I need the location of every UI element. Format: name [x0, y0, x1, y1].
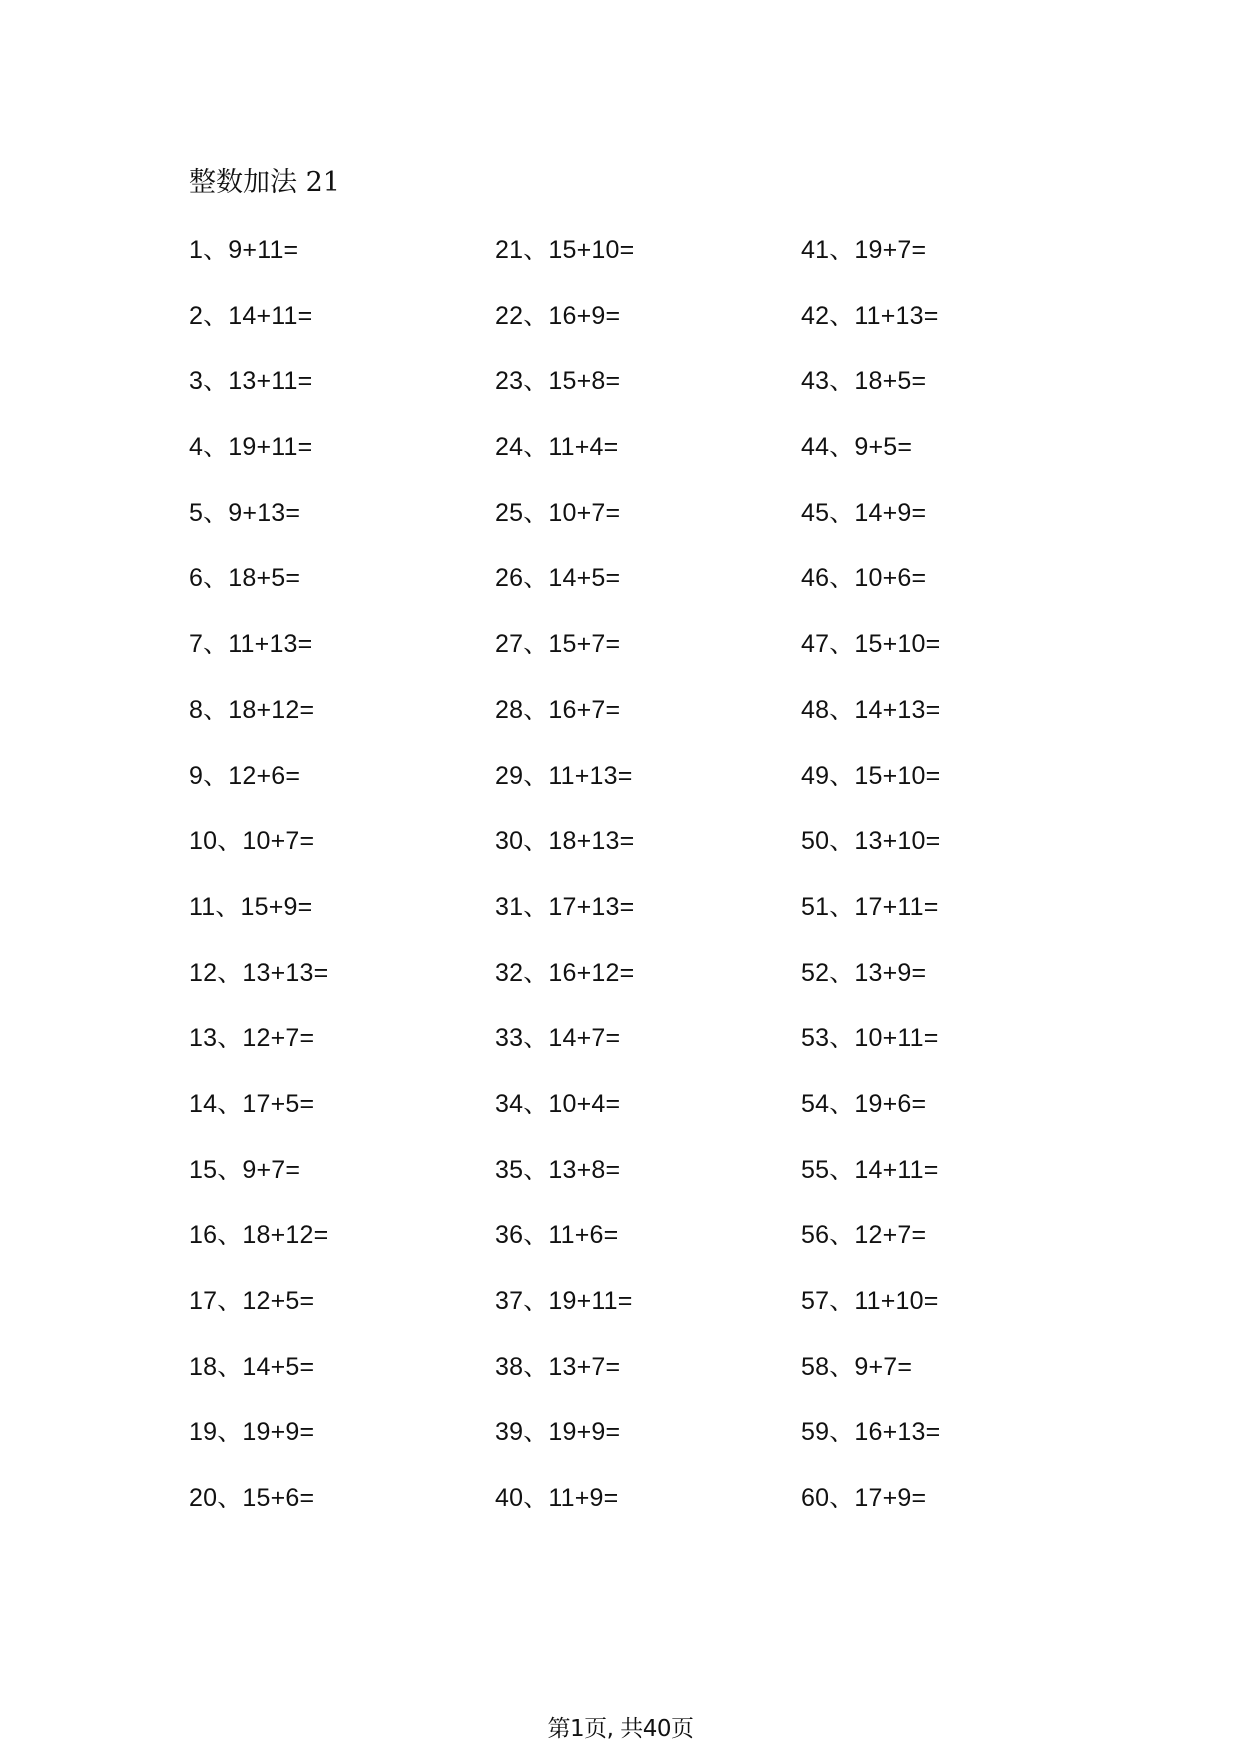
problem-item: 24、11+4=: [495, 433, 619, 462]
page-title: 整数加法 21: [189, 167, 340, 198]
problem-item: 43、18+5=: [801, 367, 927, 396]
problem-item: 36、11+6=: [495, 1221, 619, 1250]
problem-item: 57、11+10=: [801, 1287, 939, 1315]
page-indicator: 第1页, 共40页: [547, 1716, 694, 1742]
problem-item: 31、17+13=: [495, 892, 635, 921]
problem-item: 8、18+12=: [189, 695, 315, 724]
problem-item: 6、18+5=: [189, 564, 301, 593]
problem-item: 13、12+7=: [189, 1024, 315, 1053]
problem-item: 26、14+5=: [495, 564, 621, 593]
problem-item: 20、15+6=: [189, 1484, 315, 1513]
problem-item: 25、10+7=: [495, 498, 621, 527]
problem-item: 2、14+11=: [189, 301, 313, 330]
problem-item: 5、9+13=: [189, 498, 301, 527]
problem-item: 54、19+6=: [801, 1089, 927, 1118]
problem-item: 23、15+8=: [495, 367, 621, 396]
problem-item: 55、14+11=: [801, 1155, 939, 1184]
problem-item: 50、13+10=: [801, 827, 941, 856]
problem-item: 29、11+13=: [495, 761, 633, 790]
problem-item: 41、19+7=: [801, 236, 927, 264]
problem-item: 52、13+9=: [801, 958, 927, 987]
problem-item: 35、13+8=: [495, 1155, 621, 1184]
problem-item: 47、15+10=: [801, 630, 941, 659]
problem-item: 12、13+13=: [189, 958, 329, 987]
problem-item: 56、12+7=: [801, 1221, 927, 1250]
problem-item: 58、9+7=: [801, 1352, 913, 1381]
problem-item: 37、19+11=: [495, 1287, 633, 1315]
problem-item: 48、14+13=: [801, 695, 941, 724]
problem-item: 11、15+9=: [189, 892, 313, 921]
problem-item: 42、11+13=: [801, 301, 939, 330]
problem-item: 16、18+12=: [189, 1221, 329, 1250]
problem-item: 14、17+5=: [189, 1089, 315, 1118]
problem-item: 1、9+11=: [189, 236, 299, 264]
problem-item: 32、16+12=: [495, 958, 635, 987]
problem-item: 27、15+7=: [495, 630, 621, 659]
problem-item: 21、15+10=: [495, 236, 635, 264]
problem-item: 34、10+4=: [495, 1089, 621, 1118]
problem-item: 28、16+7=: [495, 695, 621, 724]
problem-item: 4、19+11=: [189, 433, 313, 462]
problem-item: 10、10+7=: [189, 827, 315, 856]
problem-item: 45、14+9=: [801, 498, 927, 527]
problem-column-3: [801, 230, 1091, 1544]
problem-item: 40、11+9=: [495, 1484, 619, 1513]
problem-item: 33、14+7=: [495, 1024, 621, 1053]
problem-item: 53、10+11=: [801, 1024, 939, 1053]
problem-grid: [189, 230, 1109, 1570]
problem-item: 19、19+9=: [189, 1418, 315, 1447]
problem-item: 3、13+11=: [189, 367, 313, 396]
problem-column-2: [495, 230, 785, 1544]
problem-item: 39、19+9=: [495, 1418, 621, 1447]
problem-item: 17、12+5=: [189, 1287, 315, 1315]
problem-item: 22、16+9=: [495, 301, 621, 330]
problem-item: 46、10+6=: [801, 564, 927, 593]
problem-column-1: [189, 230, 479, 1544]
problem-item: 59、16+13=: [801, 1418, 941, 1447]
problem-item: 15、9+7=: [189, 1155, 301, 1184]
problem-item: 51、17+11=: [801, 892, 939, 921]
problem-item: 38、13+7=: [495, 1352, 621, 1381]
problem-item: 18、14+5=: [189, 1352, 315, 1381]
problem-item: 60、17+9=: [801, 1484, 927, 1513]
problem-item: 9、12+6=: [189, 761, 301, 790]
problem-item: 7、11+13=: [189, 630, 313, 659]
problem-item: 49、15+10=: [801, 761, 941, 790]
problem-item: 30、18+13=: [495, 827, 635, 856]
problem-item: 44、9+5=: [801, 433, 913, 462]
